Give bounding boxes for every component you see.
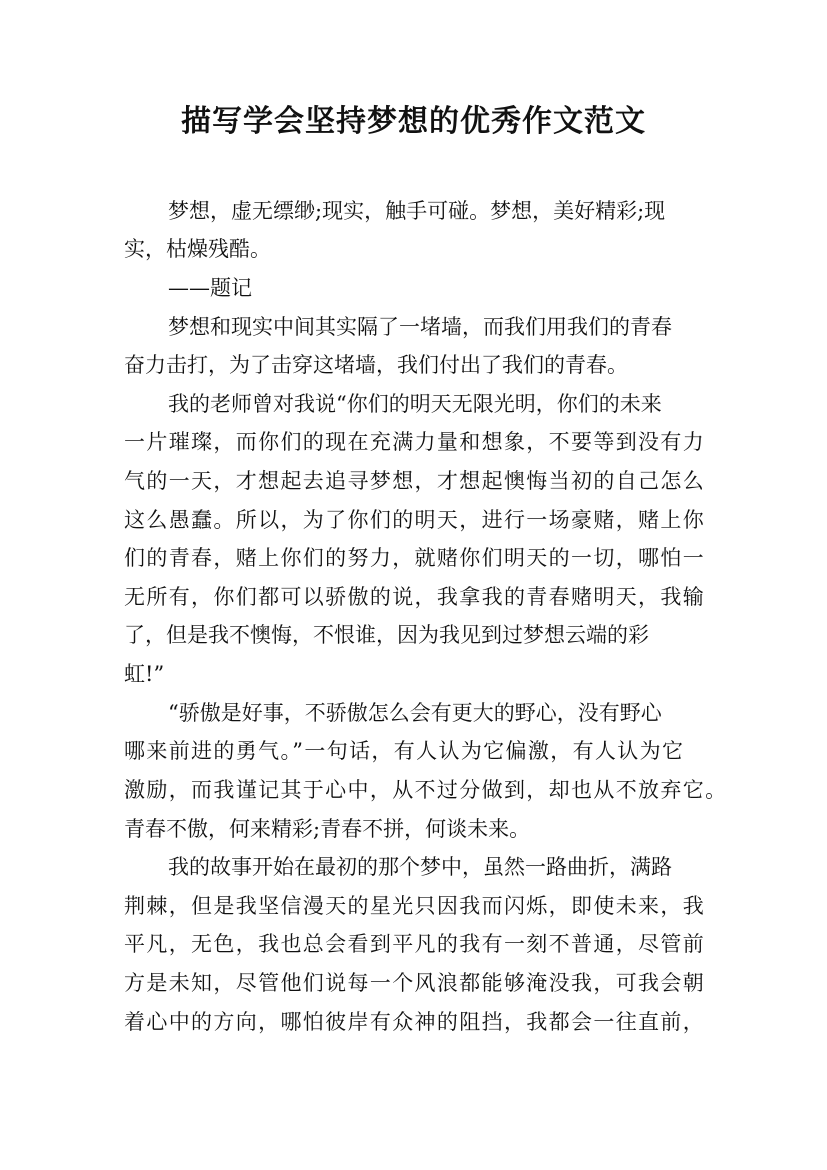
paragraph-line: 实，枯燥残酷。 <box>124 237 271 261</box>
paragraph-line: 梦想和现实中间其实隔了一堵墙，而我们用我们的青春 <box>168 315 672 339</box>
paragraph-line: 哪来前进的勇气。”一句话，有人认为它偏激，有人认为它 <box>124 739 685 763</box>
epigraph-attribution: ——题记 <box>168 276 252 300</box>
paragraph-line: 我的故事开始在最初的那个梦中，虽然一路曲折，满路 <box>168 855 672 879</box>
paragraph-line: 虹!” <box>124 662 165 686</box>
paragraph-line: 着心中的方向，哪怕彼岸有众神的阻挡，我都会一往直前， <box>124 1010 706 1034</box>
paragraph-line: 方是未知，尽管他们说每一个风浪都能够淹没我，可我会朝 <box>124 971 706 995</box>
paragraph-line: 我的老师曾对我说“你们的明天无限光明，你们的未来 <box>168 392 662 416</box>
paragraph-line: 了，但是我不懊悔，不恨谁，因为我见到过梦想云端的彩 <box>124 623 649 647</box>
paragraph-line: 们的青春，赌上你们的努力，就赌你们明天的一切，哪怕一 <box>124 546 706 570</box>
paragraph-line: 一片璀璨，而你们的现在充满力量和想象，不要等到没有力 <box>124 430 706 454</box>
paragraph-line: 激励，而我谨记其于心中，从不过分做到，却也从不放弃它。 <box>124 778 728 802</box>
paragraph-line: 无所有，你们都可以骄傲的说，我拿我的青春赌明天，我输 <box>124 585 706 609</box>
paragraph-line: 荆棘，但是我坚信漫天的星光只因我而闪烁，即使未来，我 <box>124 894 706 918</box>
paragraph-line: 梦想，虚无缥缈;现实，触手可碰。梦想，美好精彩;现 <box>168 199 666 223</box>
paragraph-line: 平凡，无色，我也总会看到平凡的我有一刻不普通，尽管前 <box>124 932 706 956</box>
paragraph-line: 这么愚蠢。所以，为了你们的明天，进行一场豪赌，赌上你 <box>124 508 706 532</box>
paragraph-line: 气的一天，才想起去追寻梦想，才想起懊悔当初的自己怎么 <box>124 469 706 493</box>
paragraph-line: “骄傲是好事，不骄傲怎么会有更大的野心，没有野心 <box>168 701 662 725</box>
document-title: 描写学会坚持梦想的优秀作文范文 <box>181 104 646 139</box>
paragraph-line: 奋力击打，为了击穿这堵墙，我们付出了我们的青春。 <box>124 353 628 377</box>
paragraph-line: 青春不傲，何来精彩;青春不拼，何谈未来。 <box>124 817 531 841</box>
